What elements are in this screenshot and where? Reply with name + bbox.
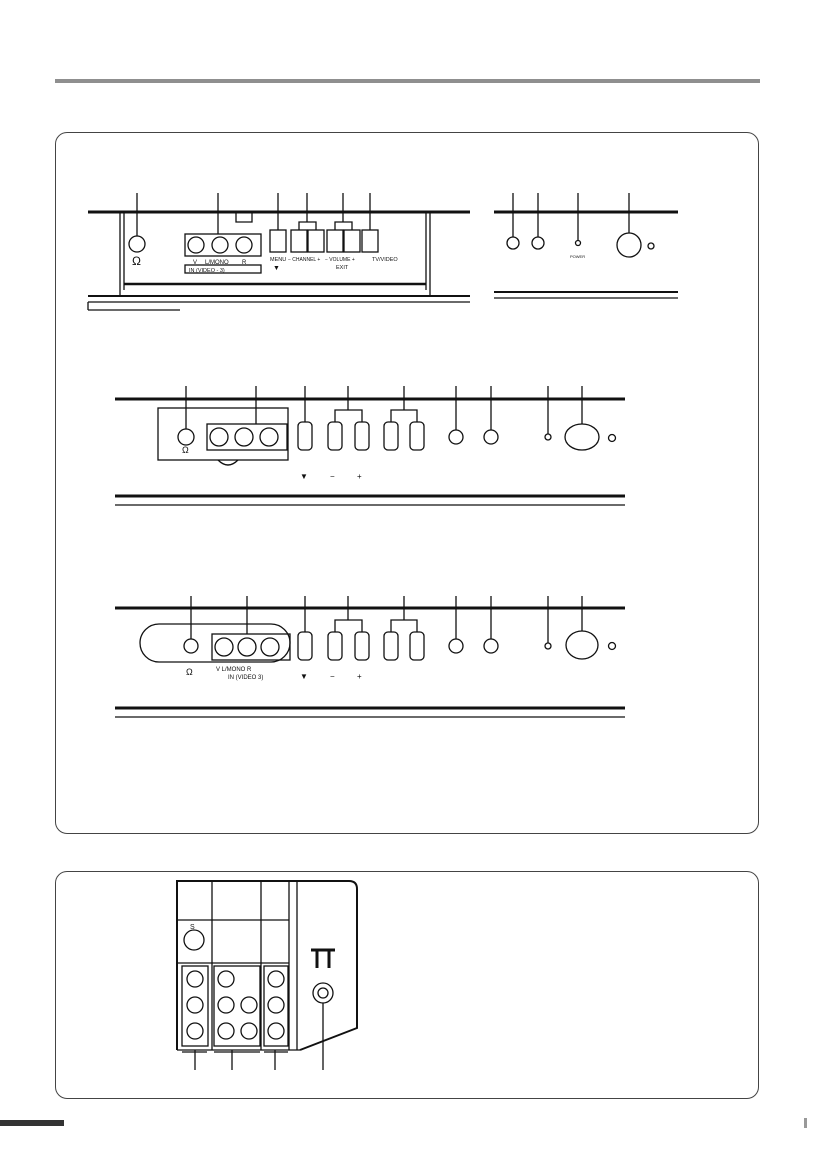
audio-left-jack-icon [235, 428, 253, 446]
panel-c-jacks-label: V L/MONO R [216, 667, 252, 673]
power-symbol-icon [609, 643, 616, 650]
power-symbol-icon [648, 243, 654, 249]
timer-indicator-icon [532, 237, 544, 249]
video-jack-icon [188, 237, 204, 253]
panel-a-left-diagram [88, 193, 470, 310]
sensor-icon [449, 639, 463, 653]
channel-down-button [291, 230, 307, 252]
sensor-icon [507, 237, 519, 249]
panel-c-headphone-label: Ω [186, 667, 193, 677]
tv-video-button [362, 230, 378, 252]
timer-indicator-icon [484, 639, 498, 653]
video-jack-icon [215, 638, 233, 656]
channel-up-button [355, 632, 369, 660]
antenna-jack-icon [313, 983, 333, 1003]
audio-right-jack-icon [260, 428, 278, 446]
power-indicator-icon [545, 643, 551, 649]
panel-b-plus-label: + [357, 472, 362, 481]
panel-a-exit-label: EXIT [336, 265, 349, 271]
volume-up-button [344, 230, 360, 252]
channel-up-button [308, 230, 324, 252]
panel-b-diagram [115, 386, 625, 505]
headphone-jack-icon [129, 236, 145, 252]
panel-b-minus-label: − [330, 472, 335, 481]
headphone-jack-icon [178, 429, 194, 445]
panel-c-minus-label: − [330, 672, 335, 681]
power-indicator-icon [545, 434, 551, 440]
rear-svideo-label: S [190, 924, 195, 931]
panel-a-jack-lmono-label: L/MONO [205, 260, 229, 266]
audio-left-jack-icon [238, 638, 256, 656]
panel-a-headphone-label: Ω [132, 254, 141, 268]
svideo-jack-icon [184, 930, 204, 950]
video-jack-icon [210, 428, 228, 446]
power-button [617, 233, 641, 257]
panel-a-volume-label: − VOLUME + [325, 257, 355, 263]
panel-a-input-group-label: IN (VIDEO - 3) [189, 268, 225, 274]
panel-a-jack-v-label: V [193, 260, 198, 266]
power-symbol-icon [609, 435, 616, 442]
panel-a-menu-label: MENU [270, 257, 287, 263]
menu-button [298, 422, 312, 450]
panel-a-power-label: POWER [570, 254, 586, 259]
panel-b-arrow-label: ▼ [300, 472, 308, 481]
audio-right-jack-icon [261, 638, 279, 656]
timer-indicator-icon [484, 430, 498, 444]
sensor-icon [449, 430, 463, 444]
power-button [565, 424, 599, 450]
audio-right-jack-icon [236, 237, 252, 253]
panel-a-jack-r-label: R [242, 260, 247, 266]
panel-b-headphone-label: Ω [182, 445, 189, 455]
panel-a-menu-arrow: ▼ [273, 265, 280, 272]
volume-down-button [384, 422, 398, 450]
panel-c-diagram [115, 596, 625, 717]
channel-down-button [328, 422, 342, 450]
antenna-symbol-icon [311, 950, 335, 968]
channel-down-button [328, 632, 342, 660]
menu-button [270, 230, 286, 252]
panel-c-input-group-label: IN (VIDEO 3) [228, 675, 264, 681]
volume-down-button [384, 632, 398, 660]
panel-c-plus-label: + [357, 672, 362, 681]
panel-a-right-diagram [494, 193, 678, 298]
panel-a-tv-video-label: TV/VIDEO [372, 257, 398, 263]
panel-c-arrow-label: ▼ [300, 672, 308, 681]
volume-up-button [410, 632, 424, 660]
headphone-jack-icon [184, 639, 198, 653]
rear-panel-diagram [177, 881, 357, 1070]
volume-down-button [327, 230, 343, 252]
audio-left-jack-icon [212, 237, 228, 253]
channel-up-button [355, 422, 369, 450]
panel-a-channel-label: − CHANNEL + [288, 257, 321, 263]
menu-button [298, 632, 312, 660]
power-indicator-icon [576, 241, 581, 246]
volume-up-button [410, 422, 424, 450]
power-button [566, 631, 598, 659]
